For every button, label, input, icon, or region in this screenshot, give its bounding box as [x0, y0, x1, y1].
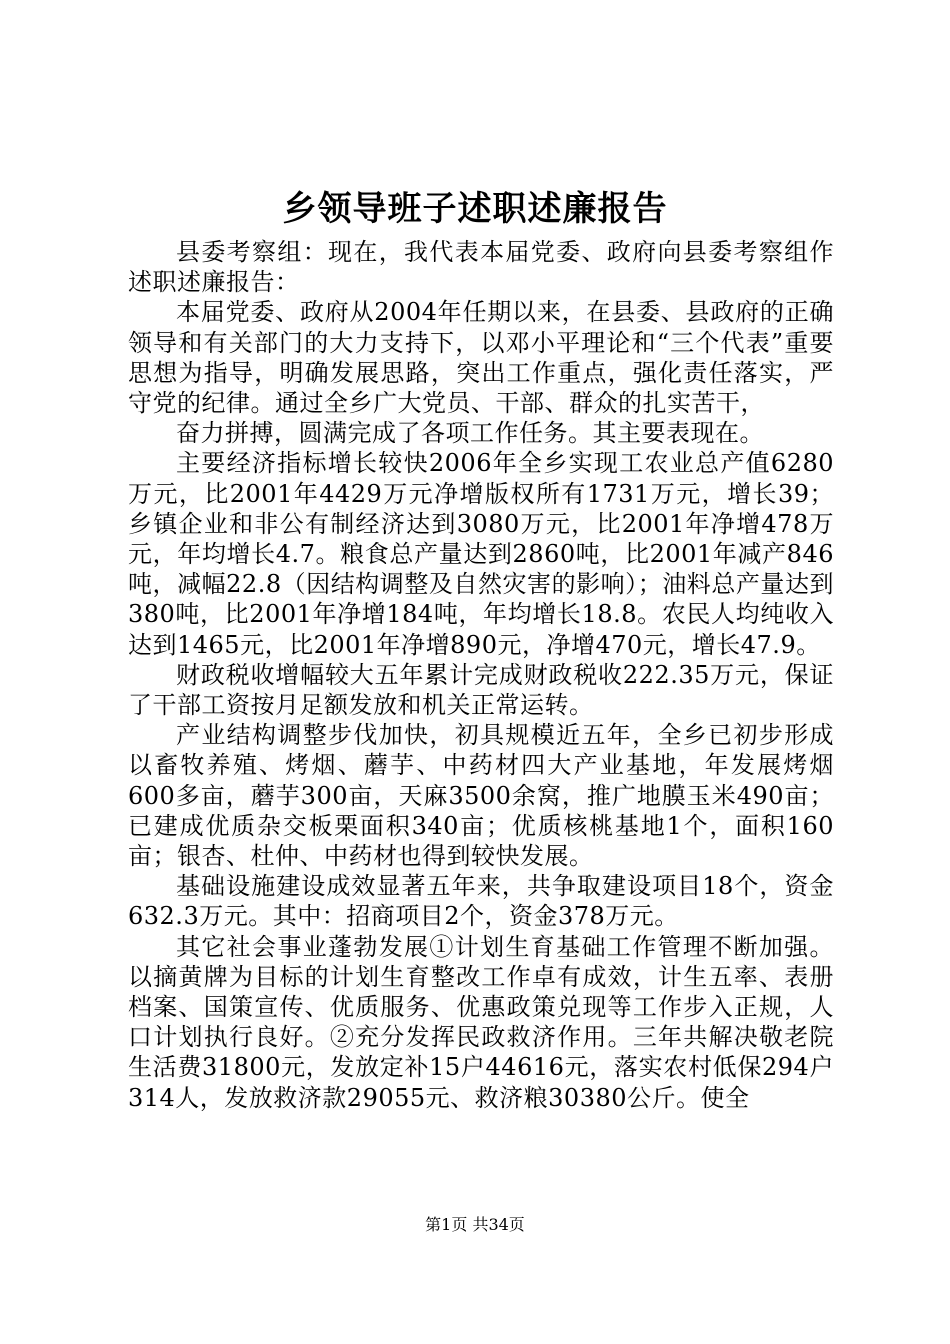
document-body: [128, 237, 834, 1113]
paragraph: 财政税收增幅较大五年累计完成财政税收222.35万元，保证了干部工资按月足额发放和机关正常运转。: [128, 660, 834, 720]
page-footer: 第1页 共34页: [425, 1215, 525, 1234]
paragraph: 基础设施建设成效显著五年来，共争取建设项目18个，资金632.3万元。其中：招商项目2个，资金378万元。: [128, 872, 834, 931]
paragraph: 主要经济指标增长较快2006年全乡实现工农业总产值6280万元，比2001年4429万元净增版权所有1731万元，增长39；乡镇企业和非公有制经济达到3080万元，比2001年净增478万元，年均增长4.7。粮食总产量达到2860吨，比2001年减产846吨，减幅22.8（因结构调整及自然灾害的影响）；油料总产量达到380吨，比2001年净增184吨，年均增长18.8。农民人均纯收入达到1465元，比2001年净增890元，净增470元，增长47.9。: [128, 449, 834, 659]
paragraph: 其它社会事业蓬勃发展①计划生育基础工作管理不断加强。以摘黄牌为目标的计划生育整改工作卓有成效，计生五率、表册档案、国策宣传、优质服务、优惠政策兑现等工作步入正规，人口计划执行良好。②充分发挥民政救济作用。三年共解决敬老院生活费31800元，发放定补15户44616元，落实农村低保294户314人，发放救济款29055元、救济粮30380公斤。使全: [128, 932, 834, 1112]
document-title: 乡领导班子述职述廉报告: [282, 189, 668, 229]
paragraph: 县委考察组：现在，我代表本届党委、政府向县委考察组作述职述廉报告：: [128, 238, 834, 297]
paragraph: 奋力拼搏，圆满完成了各项工作任务。其主要表现在。: [176, 419, 764, 448]
paragraph: 本届党委、政府从2004年任期以来，在县委、县政府的正确领导和有关部门的大力支持下，以邓小平理论和“三个代表”重要思想为指导，明确发展思路，突出工作重点，强化责任落实，严守党的纪律。通过全乡广大党员、干部、群众的扎实苦干，: [128, 298, 834, 418]
paragraph: 产业结构调整步伐加快，初具规模近五年，全乡已初步形成以畜牧养殖、烤烟、蘑芋、中药材四大产业基地，年发展烤烟600多亩，蘑芋300亩，天麻3500余窝，推广地膜玉米490亩；已建成优质杂交板栗面积340亩；优质核桃基地1个，面积160亩；银杏、杜仲、中药材也得到较快发展。: [128, 721, 834, 871]
